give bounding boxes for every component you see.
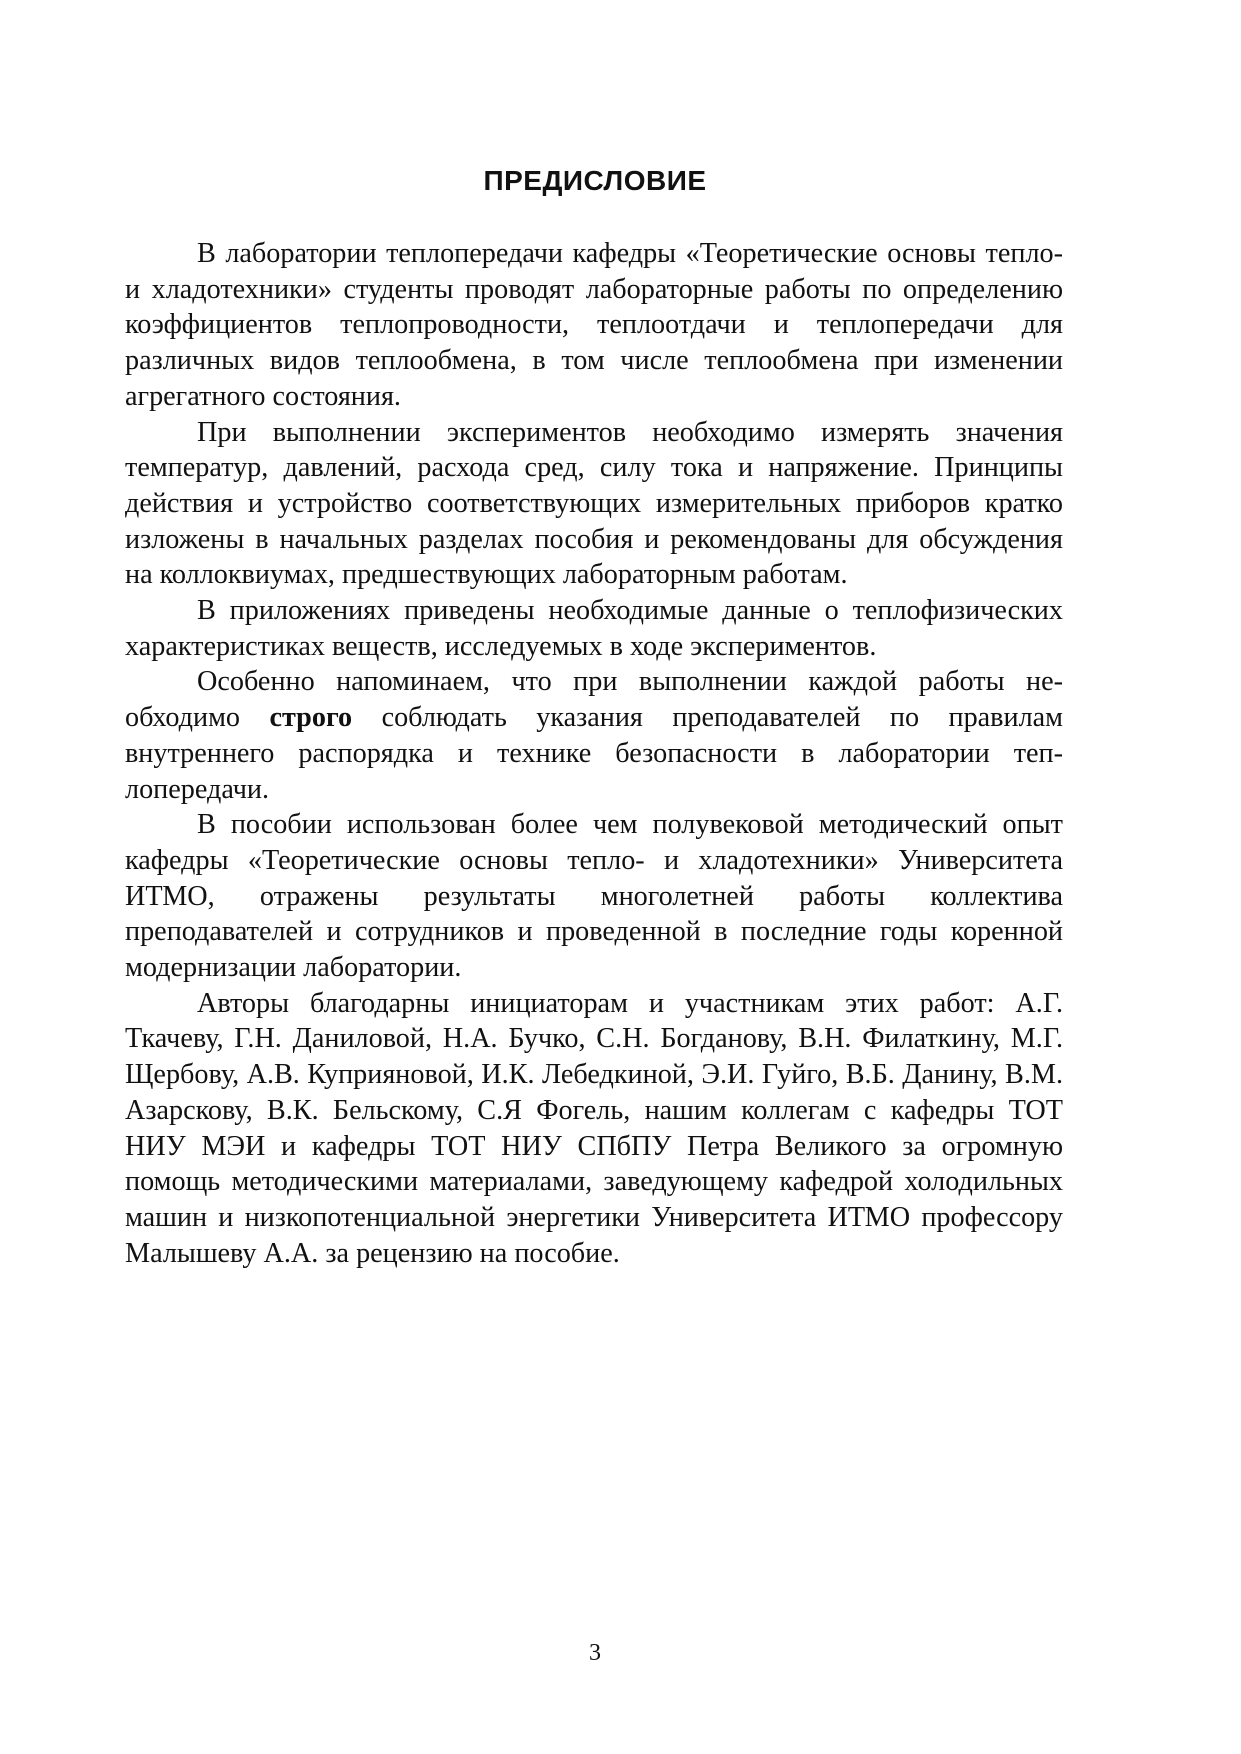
- page-title: ПРЕДИСЛОВИЕ: [483, 165, 707, 196]
- paragraph-appendices: В приложениях приведены необходимые данные о теплофизических характеристиках веществ, исследуемых в ходе экспериментов.: [125, 595, 1063, 662]
- paragraph-experiments: При выполнении экспериментов необходимо измерять значения температур, давлений, расхода сред, силу тока и напряжение. Принципы действия и устройство соответствующих измерительных приборов кратко изложены в начальных разделах пособия и рекомендованы для обсуждения на коллоквиумах, предшествующих лабораторным работам.: [125, 416, 1063, 591]
- paragraph-intro: В лаборатории теплопередачи кафедры «Теоретические основы тепло- и хладотехники» студенты проводят лабораторные работы по определению коэффициентов теплопроводности, теплоотдачи и теплопередачи для различных видов теплообмена, в том числе теплообмена при изменении агрегатного состояния.: [125, 238, 1063, 412]
- preface-body: [125, 236, 1063, 1271]
- safety-text-start: Особенно напоминаем, что при выполнении каждой работы необходимо: [125, 666, 1063, 734]
- page-number: 3: [589, 1640, 601, 1666]
- paragraph-experience: В пособии использован более чем полувековой методический опыт кафедры «Теоретические основы тепло- и хладотехники» Университета ИТМО, отражены результаты многолетней работы коллектива преподавателей и сотрудников и проведенной в последние годы коренной модернизации лаборатории.: [125, 809, 1063, 984]
- safety-text-end: соблюдать указания преподавателей по правилам внутреннего распорядка и технике безопасности в лаборатории теплопередачи.: [125, 702, 1063, 805]
- paragraph-acknowledgements: Авторы благодарны инициаторам и участникам этих работ: А.Г. Ткачеву, Г.Н. Даниловой, Н.А. Бучко, С.Н. Богданову, В.Н. Филаткину, М.Г. Щербову, А.В. Куприяновой, И.К. Лебедкиной, Э.И. Гуйго, В.Б. Данину, В.М. Азарскову, В.К. Бельскому, С.Я Фогель, нашим коллегам с кафедры ТОТ НИУ МЭИ и кафедры ТОТ НИУ СПбПУ Петра Великого за огромную помощь методическими материалами, заведующему кафедрой холодильных машин и низкопотенциальной энергетики Университета ИТМО профессору Малышеву А.А. за рецензию на пособие.: [125, 987, 1063, 1269]
- paragraph-safety: [125, 664, 1063, 807]
- emphasis-strictly: строго: [269, 702, 353, 734]
